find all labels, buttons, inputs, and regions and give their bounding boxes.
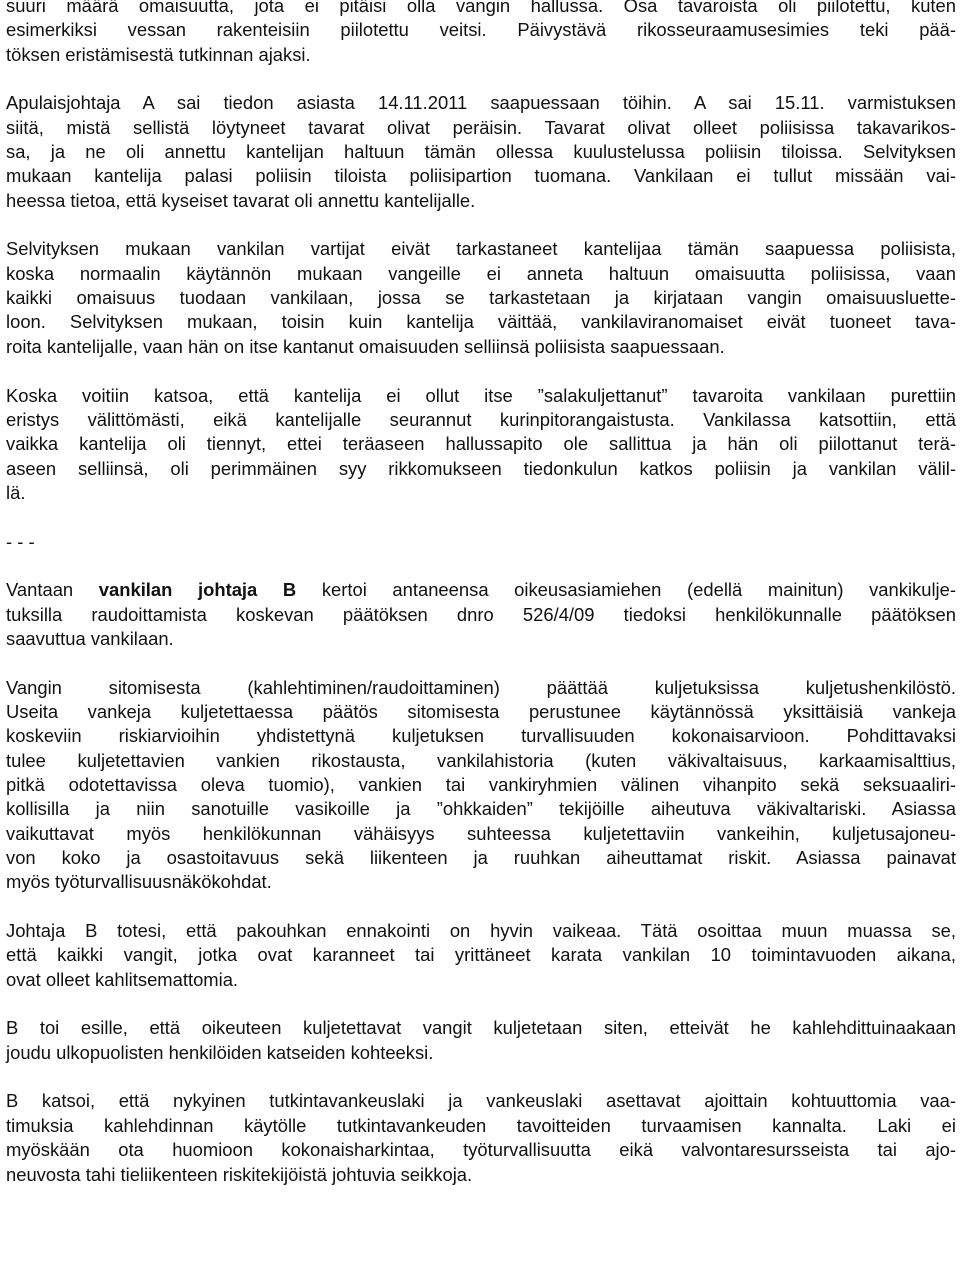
text-line: saavuttua vankilaan. [6, 627, 174, 649]
text-line: B katsoi, että nykyinen tutkintavankeuslaki ja vankeuslaki asettavat ajoittain kohtuuttomia vaa- [6, 1090, 956, 1112]
text-line: roita kantelijalle, vaan hän on itse kantanut omaisuuden selliinsä poliisista saapuessaan. [6, 335, 725, 357]
text-run: Vantaan [6, 579, 99, 601]
paragraph-6 [6, 676, 956, 895]
section-separator [6, 530, 956, 554]
text-line: tulee kuljetettavien vankien rikostausta, vankilahistoria (kuten väkivaltaisuus, karkaamisalttius, [6, 749, 956, 771]
text-line: Selvityksen mukaan vankilan vartijat eivät tarkastaneet kantelijaa tämän saapuessa poliisista, [6, 238, 956, 260]
text-line: suuri määrä omaisuutta, jota ei pitäisi olla vangin hallussa. Osa tavaroista oli piilotettu, kuten [6, 0, 956, 16]
text-line: koskeviin riskiarvioihin yhdistettynä kuljetuksen turvallisuuden kokonaisarvioon. Pohdittavaksi [6, 725, 956, 747]
text-line: heessa tietoa, että kyseiset tavarat oli annettu kantelijalle. [6, 189, 476, 211]
text-line: kollisilla ja niin sanotuille vasikoille ja ”ohkkaiden” tekijöille aiheutuva väkivaltariski. Asiassa [6, 798, 956, 820]
paragraph-3 [6, 237, 956, 359]
text-line: myös työturvallisuusnäkökohdat. [6, 871, 272, 893]
text-line: sa, ja ne oli annettu kantelijan haltuun tämän ollessa kuulustelussa poliisin tiloissa. Selvityksen [6, 141, 956, 163]
text-line: vaikka kantelija oli tiennyt, ettei teräaseen hallussapito ole sallittua ja hän oli piilottanut terä- [6, 433, 956, 455]
text-line: siitä, mistä sellistä löytyneet tavarat olivat peräisin. Tavarat olivat olleet poliisissa takavarikos- [6, 116, 956, 138]
text-line: että kaikki vangit, jotka ovat karanneet tai yrittäneet karata vankilan 10 toimintavuoden aikana, [6, 944, 956, 966]
text-line: pitkä odotettavissa oleva tuomio), vankien tai vankiryhmien välinen vihanpito sekä seksuaaliri- [6, 774, 956, 795]
text-line: von koko ja osastoitavuus sekä liikenteen ja ruuhkan aiheuttamat riskit. Asiassa painavat [6, 847, 956, 869]
text-line: joudu ulkopuolisten henkilöiden katseiden kohteeksi. [6, 1041, 434, 1063]
text-line: B toi esille, että oikeuteen kuljetettavat vangit kuljetetaan siten, etteivät he kahlehdittuinaakaan [6, 1017, 956, 1039]
text-line: eristys välittömästi, eikä kantelijalle seurannut kurinpitorangaistusta. Vankilassa katsottiin, että [6, 408, 956, 430]
separator-text: - - - [6, 530, 35, 552]
text-line: kaikki omaisuus tuodaan vankilaan, jossa se tarkastetaan ja kirjataan vangin omaisuusluette- [6, 287, 956, 309]
text-line: töksen eristämisestä tutkinnan ajaksi. [6, 43, 311, 65]
paragraph-2 [6, 91, 956, 213]
text-line: mukaan kantelija palasi poliisin tiloista poliisipartion tuomana. Vankilaan ei tullut missään vai- [6, 165, 956, 187]
text-line: lä. [6, 481, 26, 503]
text-run: kertoi antaneensa oikeusasiamiehen (edellä mainitun) vankikulje- [296, 579, 956, 601]
paragraph-1 [6, 0, 956, 67]
document-page [6, 0, 956, 1187]
text-line [6, 578, 956, 602]
paragraph-9 [6, 1089, 956, 1186]
text-line: Koska voitiin katsoa, että kantelija ei ollut itse ”salakuljettanut” tavaroita vankilaan purettiin [6, 384, 956, 406]
text-line: Vangin sitomisesta (kahlehtiminen/raudoittaminen) päättää kuljetuksissa kuljetushenkilöstö. [6, 676, 956, 698]
text-line: koska normaalin käytännön mukaan vangeille ei anneta haltuun omaisuutta poliisissa, vaan [6, 262, 956, 284]
text-line: aseen selliinsä, oli perimmäinen syy rikkomukseen tiedonkulun katkos poliisin ja vankilan välil- [6, 457, 956, 479]
person-emphasis: vankilan johtaja B [98, 579, 297, 601]
text-line: neuvosta tahi tieliikenteen riskitekijöistä johtuvia seikkoja. [6, 1163, 473, 1185]
paragraph-5 [6, 578, 956, 651]
paragraph-8 [6, 1016, 956, 1065]
text-line: timuksia kahlehdinnan käytölle tutkintavankeuden tavoitteiden turvaamisen kannalta. Laki ei [6, 1114, 956, 1136]
paragraph-7 [6, 919, 956, 992]
text-line: Apulaisjohtaja A sai tiedon asiasta 14.11.2011 saapuessaan töihin. A sai 15.11. varmistuksen [6, 92, 956, 114]
text-line: esimerkiksi vessan rakenteisiin piilotettu veitsi. Päivystävä rikosseuraamusesimies teki pää- [6, 19, 956, 41]
text-line: vaikuttavat myös henkilökunnan vähäisyys suhteessa kuljetettaviin vankeihin, kuljetusajoneu- [6, 822, 956, 844]
text-line: ovat olleet kahlitsemattomia. [6, 968, 239, 990]
text-line: Johtaja B totesi, että pakouhkan ennakointi on hyvin vaikeaa. Tätä osoittaa muun muassa se, [6, 920, 956, 942]
text-line: loon. Selvityksen mukaan, toisin kuin kantelija väittää, vankilaviranomaiset eivät tuoneet tava- [6, 311, 956, 333]
text-line: myöskään ota huomioon kokonaisharkintaa, työturvallisuutta eikä valvontaresursseista tai ajo- [6, 1139, 956, 1161]
paragraph-4 [6, 384, 956, 506]
text-line: tuksilla raudoittamista koskevan päätöksen dnro 526/4/09 tiedoksi henkilökunnalle päätöksen [6, 603, 956, 625]
text-line: Useita vankeja kuljetettaessa päätös sitomisesta perustunee käytännössä yksittäisiä vankeja [6, 700, 956, 722]
